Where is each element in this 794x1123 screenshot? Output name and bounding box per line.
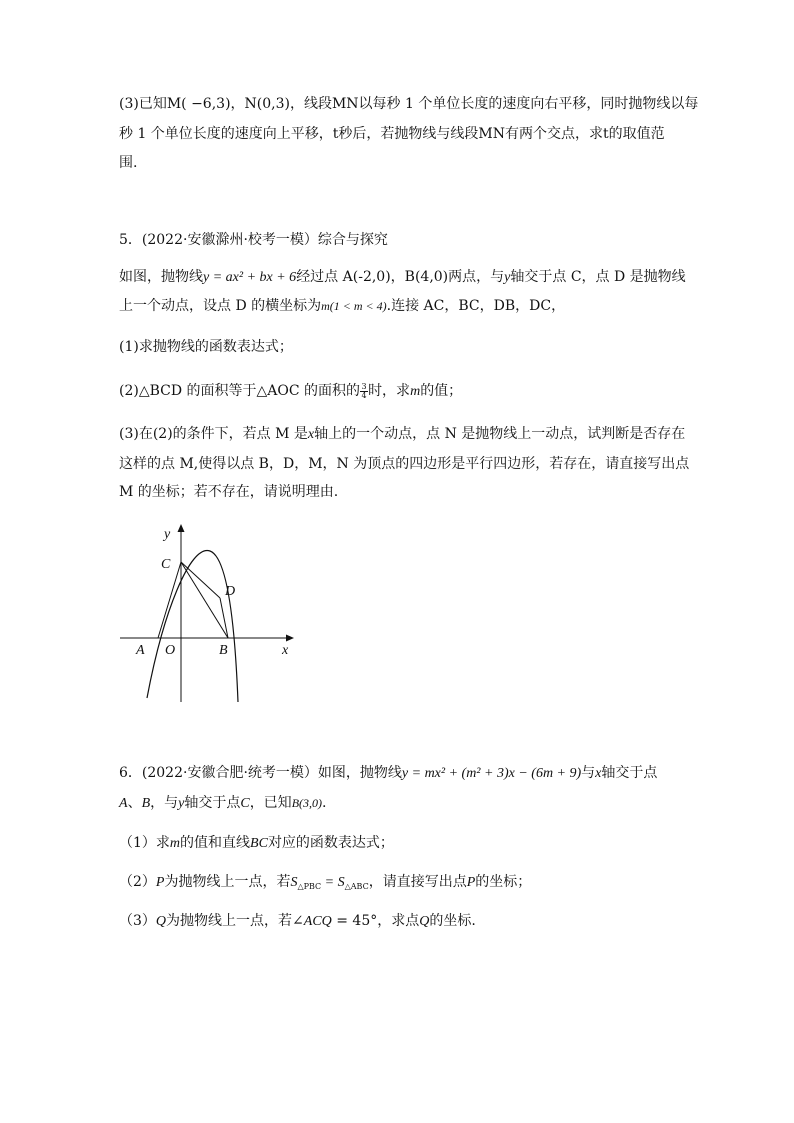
q5-part2-m: m <box>410 384 421 399</box>
q6-parabola-formula: y = mx² + (m² + 3)x − (6m + 9) <box>401 766 582 781</box>
q6-text-2: 轴交于点 <box>184 795 241 811</box>
q6-part2-s1: S <box>290 875 298 890</box>
q5-fraction-num: 3 <box>361 381 367 391</box>
parabola-figure <box>114 520 294 705</box>
label-o: O <box>165 643 176 658</box>
q6-part2-j: 的坐标； <box>475 874 532 890</box>
q6-x-var: x <box>595 766 602 781</box>
q6-y-var: y <box>178 796 185 811</box>
q5-part3-a: (3)在(2)的条件下，若点 M 是 <box>119 426 308 442</box>
q6-part2-h: ，请直接写出点 <box>368 874 467 890</box>
y-axis-arrow <box>178 524 185 532</box>
q6-b-coord: B(3,0) <box>291 796 323 810</box>
label-x: x <box>282 643 289 658</box>
p3-line-2: 秒 1 个单位长度的速度向上平移，t秒后，若抛物线与线段MN有两个交点，求t的取值范 <box>119 126 665 142</box>
q6-header-e: 轴交于点 <box>601 765 658 781</box>
q5-fraction <box>360 383 368 400</box>
q6-part-2 <box>119 872 531 893</box>
q5-part-3-line-3: M 的坐标；若不存在，请说明理由. <box>119 484 339 500</box>
q5-part-3-line-1 <box>119 424 685 445</box>
q6-part3-e: = 45°，求点 <box>331 913 420 929</box>
q6-part3-q2: Q <box>419 914 430 929</box>
q6-part-1 <box>119 833 394 854</box>
q5-header: 5．(2022·安徽滁州·校考一模）综合与探究 <box>119 232 388 248</box>
q5-part3-c: 轴上的一个动点，点 N 是抛物线上一动点，试判断是否存在 <box>314 426 686 442</box>
label-c: C <box>161 557 171 572</box>
q6-part2-a: （2） <box>119 874 156 890</box>
q6-part-3 <box>119 911 476 932</box>
q6-part2-c: 为抛物线上一点，若 <box>164 874 291 890</box>
q5-stem-2a: 上一个动点，设点 D 的横坐标为 <box>119 298 322 314</box>
q5-m-range: m(1 < m < 4) <box>321 299 387 313</box>
q5-part2-a: (2)△BCD 的面积等于△AOC 的面积的 <box>119 383 361 399</box>
q6-header-line-2 <box>119 793 326 814</box>
q5-part-2 <box>119 381 462 402</box>
q6-part1-e: 对应的函数表达式； <box>267 835 394 851</box>
q6-part3-a: （3） <box>119 913 156 929</box>
q5-part3-x: x <box>307 427 315 442</box>
q5-stem-2c: .连接 AC，BC，DB，DC， <box>386 298 566 314</box>
p3-line-1: (3)已知M( −6,3)，N(0,3)，线段MN以每秒 1 个单位长度的速度向右平移，同时抛物线以每 <box>119 96 699 112</box>
q6-part2-p2: P <box>466 875 476 890</box>
q6-header-line-1 <box>119 763 657 784</box>
p3-line-3: 围. <box>119 155 138 171</box>
q6-part3-q: Q <box>155 914 167 929</box>
q6-text-1: ，与 <box>150 795 179 811</box>
q6-text-3: ，已知 <box>249 795 292 811</box>
q6-part2-p: P <box>155 875 165 890</box>
segment-bc <box>181 562 228 638</box>
q5-parabola-formula: y = ax² + bx + 6 <box>203 270 297 285</box>
q6-point-c: C <box>240 796 250 811</box>
q6-part2-s2: = S <box>321 875 345 890</box>
label-d: D <box>225 584 236 599</box>
q6-header-c: 与 <box>581 765 596 781</box>
q5-stem-1c: 经过点 A(-2,0)，B(4,0)两点，与 <box>296 269 505 285</box>
label-b: B <box>219 643 228 658</box>
q6-header-a: 6．(2022·安徽合肥·统考一模）如图，抛物线 <box>119 765 402 781</box>
q6-sep: 、 <box>127 795 142 811</box>
q6-part3-acq: ACQ <box>303 914 332 929</box>
q6-part3-c: 为抛物线上一点，若∠ <box>166 913 304 929</box>
segment-ac <box>158 562 181 638</box>
q5-part2-d: 的值； <box>420 383 463 399</box>
q6-part2-sub1: △PBC <box>297 882 322 891</box>
q5-stem-1a: 如图，抛物线 <box>119 269 203 285</box>
q5-stem-line-2 <box>119 296 565 316</box>
q5-part-3-line-2: 这样的点 M,使得以点 B，D，M，N 为顶点的四边形是平行四边形，若存在，请直接写出点 <box>119 456 690 472</box>
q5-stem-line-1 <box>119 267 686 288</box>
q6-part2-sub2: △ABC <box>344 882 369 891</box>
label-a: A <box>136 643 145 658</box>
q6-part1-c: 的值和直线 <box>180 835 251 851</box>
q5-part2-b: 时，求 <box>368 383 411 399</box>
q6-part1-bc: BC <box>250 836 268 851</box>
q6-part1-m: m <box>169 836 181 851</box>
q6-part1-a: （1）求 <box>119 835 170 851</box>
label-y: y <box>164 527 171 542</box>
x-axis-arrow <box>286 635 294 642</box>
q5-y-var: y <box>504 270 511 285</box>
q5-stem-1e: 轴交于点 C，点 D 是抛物线 <box>510 269 686 285</box>
q5-part-1: (1)求抛物线的函数表达式； <box>119 339 293 355</box>
q6-point-b: B <box>141 796 151 811</box>
q6-part3-g: 的坐标. <box>429 913 476 929</box>
q6-period: . <box>322 795 327 811</box>
q5-fraction-den: 4 <box>361 390 367 400</box>
q6-point-a: A <box>119 796 128 811</box>
